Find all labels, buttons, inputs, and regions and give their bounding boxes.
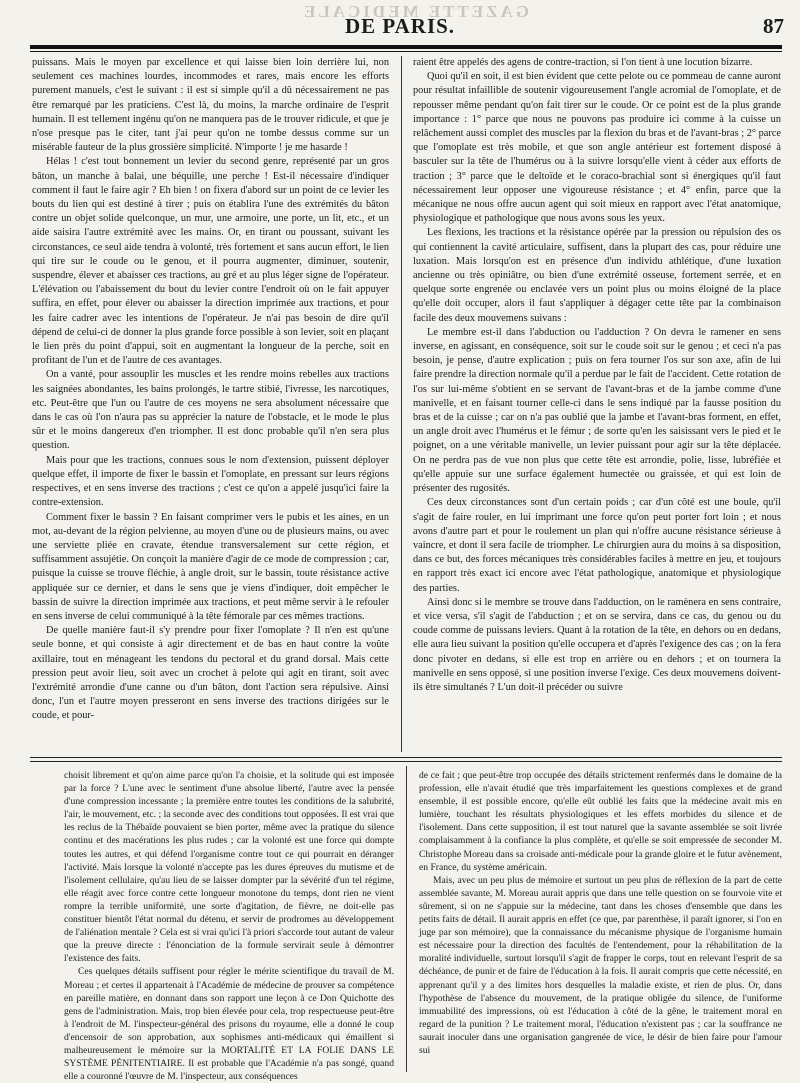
bleed-through-title: GAZETTE MEDICALE xyxy=(301,2,529,21)
feuilleton-column-right xyxy=(419,769,782,1071)
paragraph: Quoi qu'il en soit, il est bien évident que cette pelote ou ce pommeau de canne auront pour résultat infaillible de soutenir vigoureusement l'angle acromial de l'omoplate, et de repousser même pendant qu'on fait tirer sur le coude. Or ce point est de la plus grande importance : 1° parce que nous ne pouvons pas produire ici comme à la cuisse un relâchement aussi complet des muscles par la flexion du bras et de l'avant-bras ; 2° parce que l'omoplate est très mobile, et que son angle antérieur est fortement disposé à basculer sur la tête de l'humérus ou à la suivre lorsqu'elle vient à céder aux efforts de traction ; 3° parce que le deltoïde et le coraco-brachial sont si énergiques qu'il faut nécessairement leur opposer une vigoureuse résistance ; et 4° enfin, parce que la mécanique ne nous offre aucun agent qui soit mieux en rapport avec l'état anatomique, physiologique et pathologique que nous avons sous les yeux. xyxy=(413,71,781,225)
column-right xyxy=(413,56,781,752)
feuilleton-rule-secondary xyxy=(30,761,782,762)
feuilleton-column-divider xyxy=(406,766,407,1072)
paragraph: choisit librement et qu'on aime parce qu'on l'a choisie, et la solitude qui est imposée par la force ? L'une avec le sentiment d'une absolue liberté, l'autre avec la pensée d'une compression incessante ; la première entre toutes les conditions de la salubrité, l'air, le mouvement, etc. ; la seconde avec des conditions tout opposées. Il est vrai que les reclus de la Thébaïde pouvaient se bien porter, même avec la pratique du silence continu et des macérations les plus rudes ; car la volonté est une force qui dompte toutes les autres, et qui défend l'organisme contre tout ce qui pourrait en déranger l'activité. Mais lorsque la volonté n'accepte pas les dures épreuves du mutisme et de l'isolement cellulaire, qu'au lieu de se laisser dompter par la sévérité d'un tel régime, elle réagit avec force contre cette longueur monotone du temps, dont rien ne vient rompre la terrible uniformité, une sorte d'agitation, de fièvre, ne doit-elle pas constituer bientôt l'état normal du détenu, et servir de prodromes au développement de l'aliénation mentale ? Cela est si vrai qu'ici l'à priori s'accorde tout autant de valeur que la preuve directe : l'énonciation de la formule servirait seule à démontrer l'existence des faits. xyxy=(64,770,394,965)
feuilleton-column-left xyxy=(64,769,394,1083)
paragraph: Le membre est-il dans l'abduction ou l'adduction ? On devra le ramener en sens inverse, en agissant, en conséquence, soit sur le coude soit sur le genou ; et ceci n'a pas besoin, je pense, d'autre explication ; puis on fera tourner l'os sur son axe, afin de lui faire prendre la direction normale qu'il a perdue par le fait de l'accident. Cette rotation de l'os sur lui-même s'obtient en se servant de l'avant-bras et de la jambe comme d'une manivelle, et en faisant tourner celle-ci dans le sens indiqué par la fausse position du bras et de la cuisse ; car on n'a pas oublié que la jambe et l'avant-bras forment, en effet, un angle droit avec l'humérus et le fémur ; de sorte qu'en les saisissant vers le pied et le poignet, on a une véritable manivelle, un levier puissant pour agir sur la tête déplacée. On ne perdra pas de vue non plus que cette tête est arrondie, polie, lisse, lubréfiée et qu'elle appuie sur une surface également humectée ou graissée, et qui est loin de présenter des rugosités. xyxy=(413,326,781,495)
paragraph: de ce fait ; que peut-être trop occupée des détails strictement renfermés dans le domaine de la profession, elle n'avait étudié que très imparfaitement les questions complexes et de grand ensemble, il est possible encore, qu'elle eût oublié les faits que la médecine avait mis en lumière, touchant les résultats physiologiques et les effets morbides du silence et de l'isolement. Dans cette supposition, il est tout naturel que la savante assemblée se soit livrée complaisamment à la confiance la plus complète, et qu'elle se soit empressée de seconder M. Christophe Moreau dans sa croisade anti-médicale pour la grande gloire et le futur avènement, en France, du système américain. xyxy=(419,770,782,873)
paragraph: Mais pour que les tractions, connues sous le nom d'extension, puissent déployer quelque effet, il importe de fixer le bassin et l'omoplate, en pressant sur leurs régions respectives, et en sens inverse des tractions ; c'est ce qu'on a appelé jusqu'ici faire la contre-extension. xyxy=(32,454,389,509)
paragraph: Ces deux circonstances sont d'un certain poids ; car d'un côté est une boule, qu'il s'agit de faire rouler, en lui imprimant une force qu'on peut porter fort loin ; et nous avons d'autre part et pour le roulement un plan qui n'offre aucune résistance sérieuse à vaincre, et dont il sera facile de triompher. Le chirurgien aura du moins à sa disposition, dans ce but, des forces mécaniques très considérables faciles à mettre en jeu, et toujours en rapport très exact ici encore avec l'état pathologique, anatomique et physiologique des parties. xyxy=(413,497,781,594)
paragraph: Comment fixer le bassin ? En faisant comprimer vers le pubis et les aines, en un mot, au-devant de la région pelvienne, au moyen d'une ou de plusieurs mains, ou avec une serviette pliée en cravate, étendue transversalement sur cette région, et suffisamment assujétie. On conçoit la manière d'agir de ce mode de compression ; car, puisque la cuisse se trouve fléchie, à angle droit, sur le bassin, toute résistance active appliquée sur ce dernier, et dans le sens que je viens d'indiquer, doit empêcher le bassin de suivre la direction imprimée aux tractions, et peut même servir à le refouler en sens inverse de celui communiqué à la tête fémorale par ces mêmes tractions. xyxy=(32,511,389,622)
paragraph: De quelle manière faut-il s'y prendre pour fixer l'omoplate ? Il n'en est qu'une seule bonne, et qui consiste à agir directement et de bas en haut contre la voûte axillaire, tout en ménageant les tendons du pectoral et du grand dorsal. Mais cette pression peut avoir lieu, soit avec un crochet à pelote qui agit en tirant, soit avec l'extrémité arrondie d'une canne ou d'un bâton, dont l'action sera répulsive. Ainsi donc, l'un et l'autre moyen presseront en sens inverse des tractions dirigées sur le coude, et pour- xyxy=(32,625,389,722)
page-header xyxy=(0,0,800,44)
paragraph: On a vanté, pour assouplir les muscles et les rendre moins rebelles aux tractions les saignées abondantes, les bains prolongés, le tartre stibié, l'ivresse, les narcotiques, etc. Peut-être que l'un ou l'autre de ces moyens ne sera absolument nécessaire que dans le cas où l'on n'aura pas su apprécier la nature de l'obstacle, et le mode le plus sûr et le moins dangereux d'en triompher. Il est donc probable qu'il n'en sera plus question. xyxy=(32,369,389,452)
running-title: DE PARIS. xyxy=(344,14,456,38)
column-left xyxy=(32,56,389,752)
header-rule xyxy=(30,45,782,52)
paragraph: raient être appelés des agens de contre-traction, si l'on tient à une locution bizarre. xyxy=(413,57,753,68)
page-number: 87 xyxy=(763,14,784,38)
column-divider xyxy=(401,56,402,752)
paragraph: Mais, avec un peu plus de mémoire et surtout un peu plus de réflexion de la part de cette assemblée savante, M. Moreau aurait appris que dans une telle question on se fourvoie vite et sûrement, si on ne s'appuie sur la médecine, tant dans les choses d'ensemble que dans les petits faits de détail. Il aurait appris en effet (ce que, par parenthèse, il paraît ignorer, si l'on en juge par son mémoire), que la connaissance du mécanisme physique de l'organisme humain est nécessaire pour la direction des facultés de l'entendement, pour la réhabilitation de la moralité individuelle, surtout lorsqu'il s'agit de frapper le corps, tout en relevant l'esprit de sa déchéance, de punir et de faire de l'éducation à la fois. Il aurait compris que cette nécessité, en apprenant qu'il y a des limites hors desquelles la maladie existe, et rien de plus. Or, dans l'hypothèse de l'absence du mouvement, de la pratique obligée du silence, de l'uniforme immuabilité des impressions, où est l'éducation à côté de la gêne, le traitement moral en regard de la punition ? Le traitement moral, l'éducation n'existent pas ; car la souffrance ne saurait inoculer dans une organisation gangrenée de vice, le désir de bien faire pour l'amour sui xyxy=(419,874,782,1056)
paragraph: Ces quelques détails suffisent pour régler le mérite scientifique du travail de M. Moreau ; et certes il appartenait à l'Académie de médecine de prouver sa compétence en pareille matière, en donnant dans son rapport une leçon à ce Don Quichotte des gens de l'administration. Mais, trop bien élevée pour cela, trop respectueuse peut-être à l'endroit de M. l'inspecteur-général des prisons du royaume, elle a donné le coup d'encensoir de son approbation, aux sophismes anti-médicaux qui émaillent si malheureusement le mémoire sur la MORTALITÉ ET LA FOLIE DANS LE SYSTÈME PÉNITENTIAIRE. Il est probable que l'Académie n'a pas songé, quand elle a couronné l'œuvre de M. l'inspecteur, aux conséquences xyxy=(64,966,394,1083)
paragraph: puissans. Mais le moyen par excellence et qui laisse bien loin derrière lui, non seulement ces machines lourdes, incommodes et rares, mais encore les efforts purement manuels, c'est le suivant : il est si simple qu'il a dû nécessairement ne pas être remarqué par les praticiens. C'est là, du moins, la marche ordinaire de l'esprit humain. Il est tellement ingénu qu'on ne manquera pas de le trouver ridicule, et que je n'ose presque pas le citer, tant j'ai peur qu'on ne tombe dessus comme sur un misérable fauteur de la plus grossière simplicité. N'importe ! je me hasarde ! xyxy=(32,57,389,154)
paragraph: Les flexions, les tractions et la résistance opérée par la pression ou répulsion des os qui contiennent la cavité articulaire, suffisent, dans la plupart des cas, pour réduire une luxation. Mais lorsqu'on est en présence d'un individu athlétique, d'une luxation ancienne ou très opiniâtre, ou bien d'une extrémité osseuse, fortement serrée, et en quelque sorte engrenée ou enclavée vers un point plus ou moins éloigné de la place qu'elle doit occuper, alors il faut s'appliquer à dégager cette tête par la combinaison facile des deux mouvemens suivans : xyxy=(413,227,781,324)
paragraph: Hélas ! c'est tout bonnement un levier du second genre, représenté par un gros bâton, un manche à balai, une béquille, une perche ! Est-il nécessaire d'indiquer comment il faut le faire agir ? Eh bien ! on fixera d'abord sur un point de ce levier les bouts du lien qui est destiné à tirer ; puis on établira l'une des extrémités du bâton contre un objet solide quelconque, un mur, une armoire, une porte, un lit, etc., et un aide saisira l'autre extrémité avec les mains. Or, en tirant ou poussant, suivant les circonstances, ce seul aide tendra à volonté, très fortement et sans aucun effort, le lien qui tire sur le coude ou le genou, et il pourra augmenter, diminuer, soutenir, suspendre, élever et abaisser ces tractions, au gré et au plus léger signe de l'opérateur. L'élévation ou l'abaissement du bout du levier contre l'endroit où on le fait appuyer suffira, en effet, pour élever ou abaisser la direction imprimée aux tractions, et pour les faire cadrer avec les intentions de l'opérateur. Je n'ai pas besoin de dire qu'il dépend de celui-ci de donner la plus grande force possible à son levier, soit en plaçant le lien près du point d'appui, soit en augmentant la longueur de la perche, soit en profitant de l'un et de l'autre de ces avantages. xyxy=(32,156,389,367)
feuilleton-rule xyxy=(30,757,782,758)
paragraph: Ainsi donc si le membre se trouve dans l'adduction, on le ramènera en sens contraire, et vice versa, s'il s'agit de l'abduction ; et on se servira, dans ce cas, du genou ou du coude comme de puissans leviers. Quant à la rotation de la tête, en dehors ou en dedans, elle aura lieu suivant la position qu'elle occupera et d'après l'exigence des cas ; on la fera donc pivoter en dedans, si elle est trop en arrière ou en dehors ; et on tournera la manivelle en sens opposé, si une position inverse l'exige. Ces deux mouvemens doivent-ils être simultanés ? L'un doit-il précéder ou suivre xyxy=(413,596,781,693)
